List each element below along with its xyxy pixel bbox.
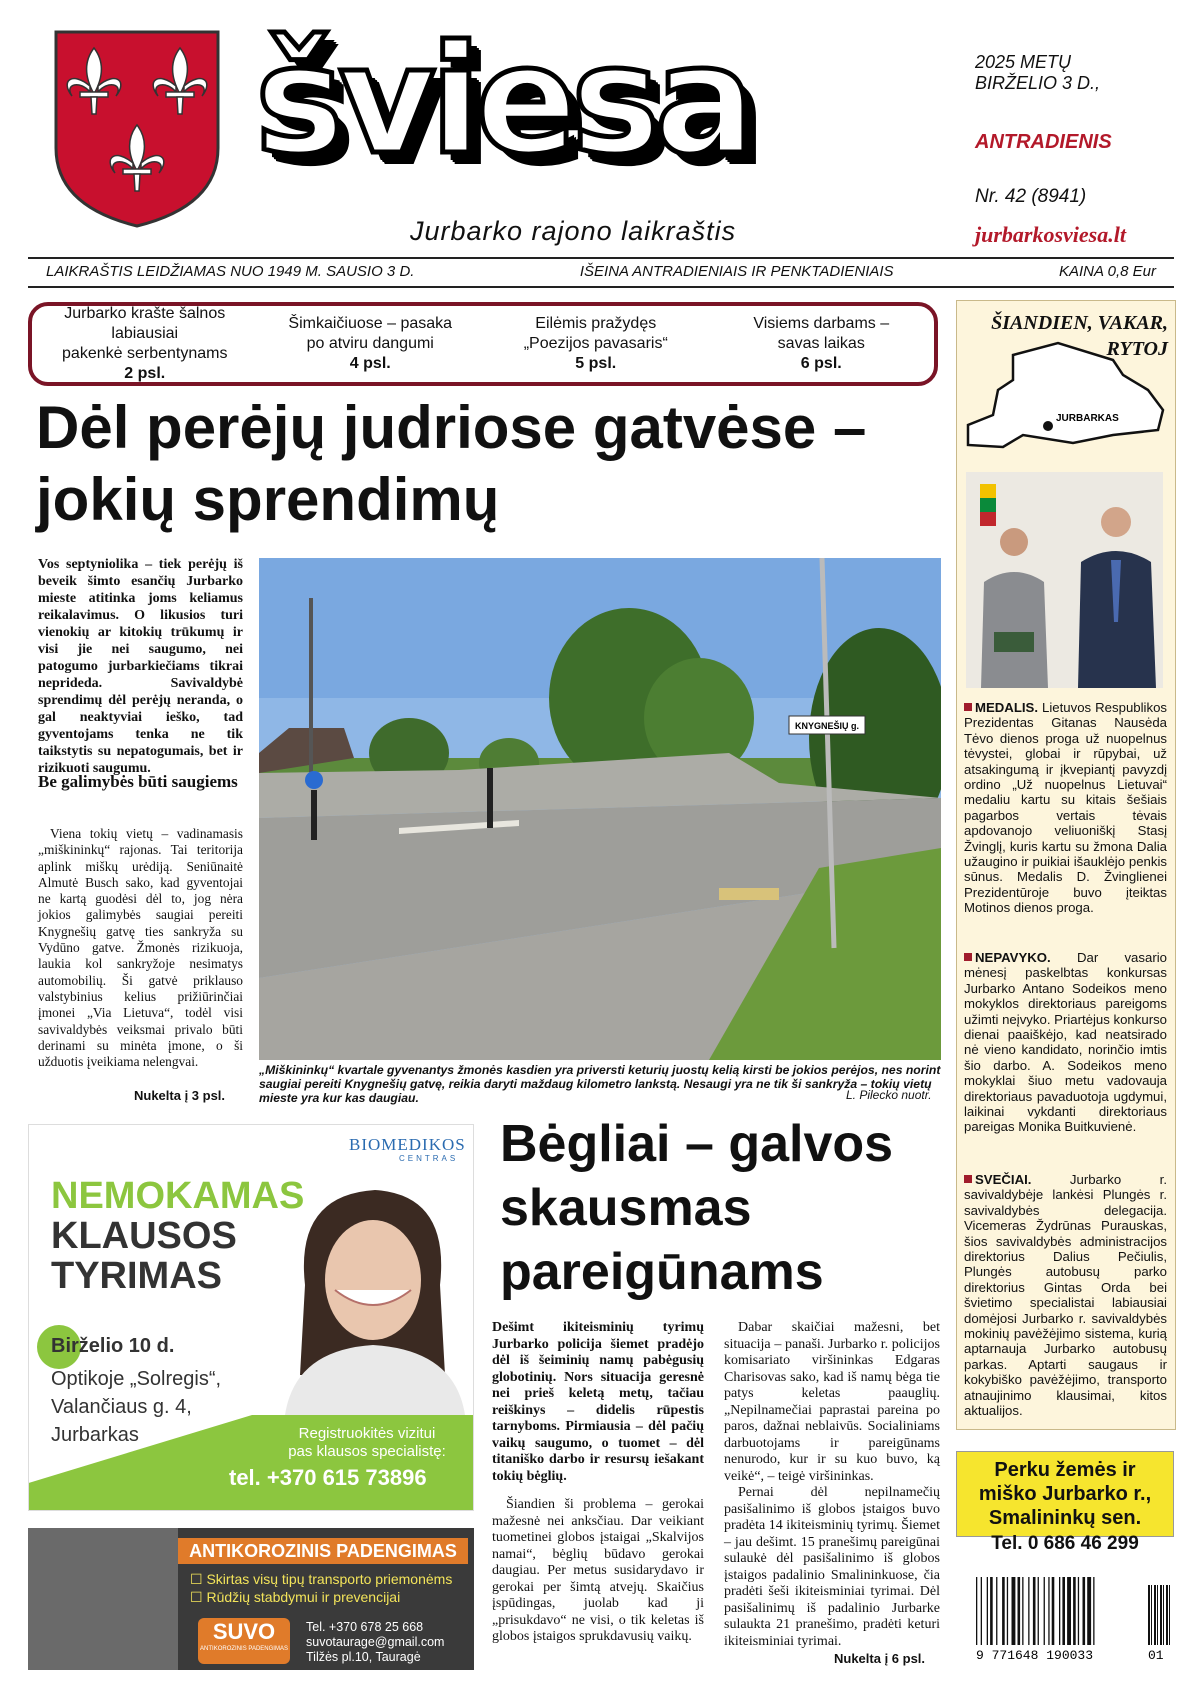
ad-phone[interactable]: tel. +370 615 73896: [229, 1465, 427, 1490]
newspaper-logo: šviesa: [255, 14, 750, 188]
second-headline: Bėgliai – galvos skausmas pareigūnams: [500, 1115, 894, 1301]
info-bar: [28, 263, 1174, 280]
website-link[interactable]: jurbarkosviesa.lt: [975, 222, 1126, 247]
woman-portrait: [265, 1175, 474, 1415]
date-line-2: BIRŽELIO 3 D.,: [975, 73, 1101, 93]
suvo-logo: SUVO ANTIKOROZINIS PADENGIMAS: [198, 1618, 290, 1664]
ad-bullet: ☐ Skirtas visų tipų transporto priemonėms: [190, 1571, 453, 1587]
bullet-square-icon: [964, 703, 972, 711]
ad-phone[interactable]: Tel. +370 678 25 668: [306, 1620, 424, 1634]
coat-of-arms-icon: [52, 28, 222, 228]
classified-ad[interactable]: Perku žemės ir miško Jurbarko r., Smalininkų sen. Tel. 0 686 46 299: [956, 1451, 1174, 1537]
price-text: KAINA 0,8 Eur: [1058, 263, 1156, 280]
main-headline: Dėl perėjų judriose gatvėse – jokių sprendimų: [36, 394, 867, 533]
ad-brand-sub: CENTRAS: [399, 1154, 459, 1163]
ad-photo: [28, 1528, 178, 1670]
article2-column-2: [724, 1320, 940, 1650]
founded-text: LAIKRAŠTIS LEIDŽIAMAS NUO 1949 M. SAUSIO 3 D.: [46, 263, 415, 280]
teaser-box: [28, 302, 938, 386]
teaser-item[interactable]: Šimkaičiuose – pasaka po atviru dangumi 4 psl.: [288, 315, 453, 372]
date-line-1: 2025 METŲ: [975, 52, 1072, 72]
divider: [28, 286, 1174, 288]
photo-credit: L. Pilecko nuotr.: [846, 1088, 932, 1102]
anticorrosion-ad[interactable]: [28, 1528, 474, 1670]
district-map: [963, 335, 1168, 455]
award-photo: [966, 472, 1163, 688]
teaser-item[interactable]: Visiems darbams – savas laikas 6 psl.: [753, 315, 890, 372]
issue-number: Nr. 42 (8941): [975, 186, 1087, 207]
article2-column-1: [492, 1320, 704, 1646]
ad-title: ANTIKOROZINIS PADENGIMAS: [178, 1538, 468, 1564]
bullet-square-icon: [964, 1175, 972, 1183]
tagline: Jurbarko rajono laikraštis: [410, 216, 737, 246]
barcode: [972, 1575, 1172, 1661]
street-photo: [259, 558, 941, 1060]
hearing-test-ad[interactable]: BIOMEDIKOS CENTRAS NEMOKAMAS KLAUSOS TYRIMAS Birželio 10 d. Optikoje „Solregis“, Valančiaus g. 4, Jurbarkas Registruokitės vizitui pas klausos specialistę: tel. +370 615 73896: [28, 1124, 474, 1511]
street-sign-label: KNYGNEŠIŲ g.: [794, 721, 860, 731]
divider: [28, 257, 1174, 259]
article2-paragraph: Pernai dėl nepilnamečių pasišalinimo iš globos įstaigos buvo pradėta 14 ikiteisminių tyrimų. Šiemet – jau dešimt. 15 pranešimų pareigūnai sulaukė dėl pasišalinimo iš globos įstaigos padalinio Smalininkuose, čia pradėti šeši ikiteisminiai tyrimai. Dėl pasišalinimų iš padalinio Jurbarke sulaukta 21 pranešimo, pradėti keturi ikiteisminiai tyrimai.: [724, 1485, 940, 1649]
article-body: Viena tokių vietų – vadinamasis „miškininkų“ rajonas. Tai teritorija aplink miškų urėdiją. Seniūnaitė Almutė Busch sako, kad gyventojai ne kartą guodėsi dėl to, jog nėra jokios galimybės saugiai pereiti Knygnešių gatvę ties sankryža su Vydūno gatve. Žmonės rizikuoja, laukia kol sankryžoje nesimatys automobilių. Ši gatvė priklauso valstybinius kelius prižiūrinčiai įmonei „Via Lietuva“, todėl visi savivaldybės veiksmai privalo būti derinami su minėta įmone, o ši užduotis įveikiama nelengvai.: [38, 826, 243, 1070]
schedule-text: IŠEINA ANTRADIENIAIS IR PENKTADIENIAIS: [579, 263, 894, 280]
ad-address: Tilžės pl.10, Tauragė: [306, 1650, 421, 1664]
article2-paragraph: Šiandien ši problema – gerokai mažesnė nei anksčiau. Dar veikiant tuometinei globos įstaigai „Skalvijos namai“, bėglių būdavo gerokai daugiau. Per metus susidarydavo ir gerokai per šimtą atvejų. Skaičius įspūdingas, juolab kad ji „prisukdavo“ ne visi, o tik keletas iš globos įstaigos sprukdavusių vaikų.: [492, 1497, 704, 1644]
weekday: ANTRADIENIS: [975, 131, 1112, 153]
barcode-digits: 9 771648 190033: [976, 1648, 1094, 1661]
ad-bullet: ☐ Rūdžių stabdymui ir prevencijai: [190, 1589, 401, 1605]
teaser-item[interactable]: Eilėmis pražydęs „Poezijos pavasaris“ 5 psl.: [523, 315, 668, 372]
ad-email[interactable]: suvotaurage@gmail.com: [306, 1635, 445, 1649]
bullet-square-icon: [964, 953, 972, 961]
issue-date: [975, 52, 1100, 94]
continued-note: Nukelta į 3 psl.: [134, 1088, 226, 1103]
continued-note: Nukelta į 6 psl.: [834, 1651, 926, 1666]
barcode-addon: 01: [1148, 1648, 1164, 1661]
photo-caption: „Miškininkų“ kvartale gyvenantys žmonės kasdien yra priversti keturių juostų kelią kirsti be jokios perėjos, nes norint saugiai pereiti Knygnešių gatvę, reikia daryti maždaug kilometro lankstą. Nesaugi yra ne tik ši sankryža – tokių vietų mieste yra kur kas daugiau.: [259, 1063, 941, 1106]
map-label: JURBARKAS: [1056, 413, 1119, 424]
article-lead: Vos septyniolika – tiek perėjų iš beveik šimto esančių Jurbarko mieste atitinka joms keliamus reikalavimus. O likusios turi vienokių ar kitokių trūkumų ir visi jie nei saugumo, nei patogumo jurbarkiečiams tikrai neprideda. Savivaldybė sprendimų dėl perėjų neranda, o gal neaktyviai ieško, tad gyventojams tenka ne tik taikstytis su nepatogumais, bet ir rizikuoti saugumu.: [38, 557, 243, 776]
sidebar-news-item: MEDALIS. Lietuvos Respublikos Prezidentas Gitanas Nausėda Tėvo dienos proga už nuopelnus tėvystei, globai ir rūpybai, už atsakingumą ir įkvepiantį pavyzdį ordino „Už nuopelnus Lietuvai“ medaliu kartu su kitais šešiais pagarbos vertais tėvais apdovanojo veliuoniškį Stasį Žvinglį, kuris kartu su žmona Dalia užaugino ir puikiai išauklėjo penkis sūnus. Medalis D. Žvinglienei Prezidentūroje buvo įteiktas Motinos dienos proga.: [964, 700, 1167, 916]
article2-paragraph: Dabar skaičiai mažesni, bet situacija – panaši. Jurbarko r. policijos komisariato viršininkas Edgaras Charisovas sako, kad iš namų bėga tie patys keletas paauglių. „Nepilnamečiai paprastai pareina po paros, dažnai neblaivūs. Socialiniams darbuotojams ir pareigūnams nenurodo, kur ir su kuo buvo, ką veikė“, – teigė viršininkas.: [724, 1320, 940, 1484]
article2-lead: Dešimt ikiteisminių tyrimų Jurbarko policija šiemet pradėjo dėl iš šeiminių namų pabėgusių globotinių. Nors situacija geresnė nei prieš keletą metų, tačiau reiškinys – didelis rūpestis tarnyboms. Pirmiausia – dėl pačių vaikų saugumo, o tuomet – dėl titaniško darbo ir resursų iešakant tokių bėglių.: [492, 1320, 704, 1484]
teaser-item[interactable]: Jurbarko krašte šalnos labiausiai pakenkė serbentynams 2 psl.: [62, 305, 228, 382]
sidebar-title: ŠIANDIEN, VAKAR, RYTOJ: [991, 312, 1168, 360]
article-subheading: Be galimybės būti saugiems: [38, 772, 238, 791]
ad-brand: BIOMEDIKOS: [349, 1135, 466, 1154]
sidebar-news-item: NEPAVYKO. Dar vasario mėnesį paskelbtas konkursas Jurbarko Antano Sodeikos meno mokyklos direktoriaus pareigoms užimti neįvyko. Priartėjus konkurso dienai paaiškėjo, kad neatsirado nė vieno kandidato, norinčio imtis šio darbo. A. Sodeikos meno mokyklai šiuo metu vadovauja direktoriaus pavaduotoja ugdymui, laikinai vykdanti direktoriaus pareigas Monika Buitkuvienė.: [964, 950, 1168, 1135]
classified-phone: Tel. 0 686 46 299: [991, 1533, 1139, 1554]
sidebar-news-item: SVEČIAI. Jurbarko r. savivaldybėje lankėsi Plungės r. savivaldybės delegacija. Vicemeras Žydrūnas Purauskas, šios savivaldybės administracijos direktorius Dalius Pečiulis, Plungės autobusų parko direktorius Gintas Orda bei švietimo specialistai labiausiai domėjosi Jurbarko r. savivaldybės mokinių pavėžėjimo sistema, kurią aptarnauja Jurbarko autobusų parkas. Aptarti saugaus ir kokybiško pavėžėjimo, transporto atnaujinimo klausimai, kitos aktualijos.: [964, 1172, 1167, 1419]
